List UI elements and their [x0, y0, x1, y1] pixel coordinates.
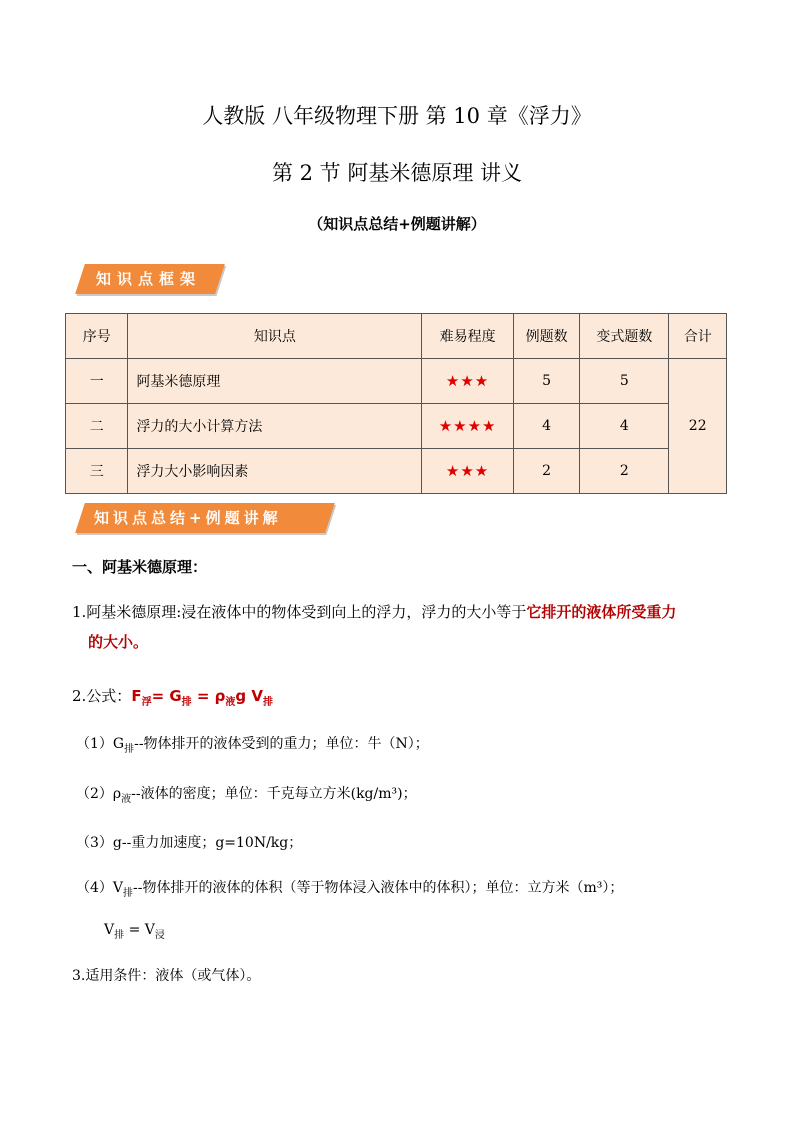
document-note: （知识点总结+例题讲解） [308, 215, 486, 233]
table-header-cell: 例题数 [513, 314, 579, 359]
row-total: 22 [669, 359, 727, 494]
framework-banner [80, 264, 220, 294]
formula-line [72, 682, 273, 713]
row-difficulty: ★★★★ [422, 404, 514, 449]
row-examples: 5 [513, 359, 579, 404]
row-topic: 浮力的大小计算方法 [128, 404, 422, 449]
row-variants: 4 [580, 404, 669, 449]
formula-label: 2.公式： [72, 687, 132, 705]
formula: $F_浮= G_排 = \rho_液g$ $V_排$ [131, 687, 273, 708]
list-item: $(2)\rho_液--$液体的密度；单位：千克每立方米(kg/m³)； [76, 786, 417, 805]
row-difficulty: ★★★ [422, 359, 514, 404]
row-number: 三 [66, 449, 128, 494]
table-header-row [66, 314, 727, 359]
document-title: 人教版 八年级物理下册 第 10 章《浮力》 [202, 104, 592, 128]
knowledge-table [65, 313, 727, 494]
list-item: $(4)V_排--$物体排开的液体的体积（等于物体浸入液体中的体积）；单位：立方米（m³）； [76, 880, 624, 899]
table-row [66, 404, 727, 449]
table-header-cell: 难易程度 [422, 314, 514, 359]
row-examples: 4 [513, 404, 579, 449]
row-variants: 2 [580, 449, 669, 494]
row-topic: 阿基米德原理 [128, 359, 422, 404]
section-heading: 一、阿基米德原理： [72, 558, 208, 576]
principle-paragraph [72, 598, 732, 626]
principle-emphasis: 它排开的液体所受重力 [526, 603, 677, 621]
row-difficulty: ★★★ [422, 449, 514, 494]
row-topic: 浮力大小影响因素 [128, 449, 422, 494]
volume-equation: $V_排 = V_浸$ [104, 922, 165, 941]
summary-banner-label: 知识点总结+例题讲解 [94, 509, 282, 527]
table-header-cell: 知识点 [128, 314, 422, 359]
row-number: 一 [66, 359, 128, 404]
table-header-cell: 序号 [66, 314, 128, 359]
row-variants: 5 [580, 359, 669, 404]
list-item: （3）g--重力加速度；g=10N/kg； [76, 835, 303, 851]
row-number: 二 [66, 404, 128, 449]
document-subtitle: 第 2 节 阿基米德原理 讲义 [271, 161, 523, 185]
row-examples: 2 [513, 449, 579, 494]
table-row [66, 359, 727, 404]
applicability-paragraph: 3.适用条件：液体（或气体）。 [72, 968, 261, 984]
framework-banner-label: 知识点框架 [96, 270, 202, 288]
table-row [66, 449, 727, 494]
principle-emphasis-tail: 的大小。 [88, 633, 149, 651]
summary-banner [80, 503, 330, 533]
list-item: $(1)G_排--$物体排开的液体受到的重力；单位：牛（N）； [76, 736, 429, 755]
table-header-cell: 合计 [669, 314, 727, 359]
principle-text: 1.阿基米德原理:浸在液体中的物体受到向上的浮力，浮力的大小等于 [72, 603, 527, 621]
table-header-cell: 变式题数 [580, 314, 669, 359]
